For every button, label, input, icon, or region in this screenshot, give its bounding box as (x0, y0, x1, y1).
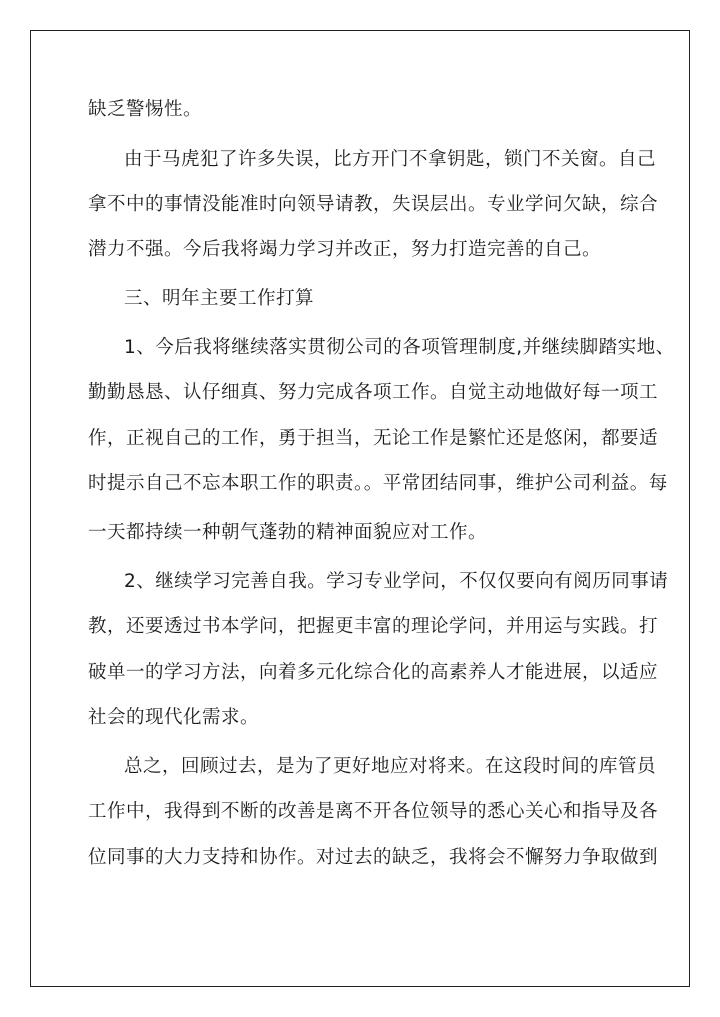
text-line: 1、今后我将继续落实贯彻公司的各项管理制度,并继续脚踏实地、 (124, 337, 675, 358)
text-line: 教，还要透过书本学问，把握更丰富的理论学问，并用运与实践。打 (88, 616, 659, 637)
text-line: 时提示自己不忘本职工作的职责。。平常团结同事，维护公司利益。每 (88, 473, 668, 494)
page-border (30, 30, 690, 987)
text-line: 勤勤恳恳、认仔细真、努力完成各项工作。自觉主动地做好每一项工 (88, 382, 659, 403)
text-line: 破单一的学习方法，向着多元化综合化的高素养人才能进展，以适应 (88, 662, 659, 683)
section-heading: 三、明年主要工作打算 (124, 288, 315, 309)
text-line: 社会的现代化需求。 (88, 707, 260, 728)
text-line: 工作中，我得到不断的改善是离不开各位领导的悉心关心和指导及各 (88, 801, 659, 822)
text-line: 由于马虎犯了许多失误，比方开门不拿钥匙，锁门不关窗。自己 (124, 149, 657, 170)
text-line: 缺乏警惕性。 (88, 99, 203, 120)
text-line: 作，正视自己的工作，勇于担当，无论工作是繁忙还是悠闲，都要适 (88, 428, 659, 449)
text-line: 一天都持续一种朝气蓬勃的精神面貌应对工作。 (88, 522, 488, 543)
text-line: 总之，回顾过去，是为了更好地应对将来。在这段时间的库管员 (124, 756, 657, 777)
text-line: 拿不中的事情没能准时向领导请教，失误层出。专业学问欠缺，综合 (88, 194, 659, 215)
text-line: 2、继续学习完善自我。学习专业学问，不仅仅要向有阅历同事请 (124, 571, 669, 592)
text-line: 潜力不强。今后我将竭力学习并改正，努力打造完善的自己。 (88, 239, 602, 260)
text-line: 位同事的大力支持和协作。对过去的缺乏，我将会不懈努力争取做到 (88, 847, 659, 868)
